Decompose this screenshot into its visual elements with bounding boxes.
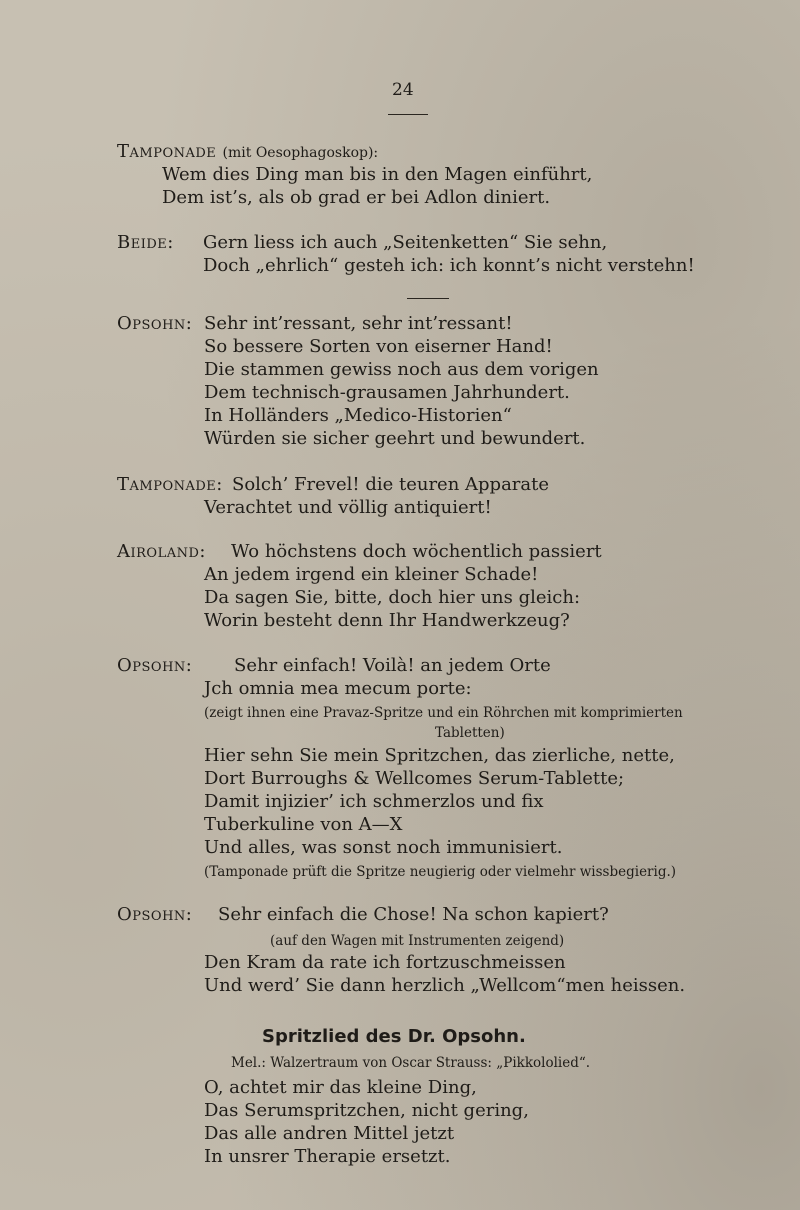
stage-direction: (auf den Wagen mit Instrumenten zeigend) xyxy=(270,933,565,949)
verse-line: Jch omnia mea mecum porte: xyxy=(204,678,472,699)
speaker-tamponade: Tamponade (mit Oesophagoskop): xyxy=(117,141,379,162)
verse-line: Sehr einfach die Chose! Na schon kapiert? xyxy=(218,904,609,925)
speaker-airoland: Airoland: xyxy=(117,541,206,562)
verse-line: Dem technisch-grausamen Jahrhundert. xyxy=(204,382,570,403)
stage-direction: Tabletten) xyxy=(435,725,505,741)
song-title: Spritzlied des Dr. Opsohn. xyxy=(262,1026,526,1047)
verse-line: Die stammen gewiss noch aus dem vorigen xyxy=(204,359,599,380)
verse-line: Doch „ehrlich“ gesteh ich: ich konnt’s nicht verstehn! xyxy=(203,255,695,276)
verse-line: Damit injizier’ ich schmerzlos und fix xyxy=(204,791,544,812)
verse-line: Sehr einfach! Voilà! an jedem Orte xyxy=(234,655,551,676)
verse-line: Das Serumspritzchen, nicht gering, xyxy=(204,1100,529,1121)
page-number-rule xyxy=(388,114,428,115)
verse-line: So bessere Sorten von eiserner Hand! xyxy=(204,336,553,357)
verse-line: In unsrer Therapie ersetzt. xyxy=(204,1146,451,1167)
speaker-opsohn: Opsohn: xyxy=(117,655,193,676)
verse-line: Und werd’ Sie dann herzlich „Wellcom“men heissen. xyxy=(204,975,686,996)
speaker-beide: Beide: xyxy=(117,232,174,253)
verse-line: Wo höchstens doch wöchentlich passiert xyxy=(231,541,602,562)
stage-direction: (zeigt ihnen eine Pravaz-Spritze und ein Röhrchen mit komprimierten xyxy=(204,705,683,721)
verse-line: Da sagen Sie, bitte, doch hier uns gleich: xyxy=(204,587,581,608)
page-number: 24 xyxy=(392,80,414,100)
verse-line: Sehr int’ressant, sehr int’ressant! xyxy=(204,313,513,334)
verse-line: Solch’ Frevel! die teuren Apparate xyxy=(232,474,550,495)
verse-line: Tuberkuline von A—X xyxy=(204,814,403,835)
verse-line: Wem dies Ding man bis in den Magen einführt, xyxy=(162,164,593,185)
verse-line: Gern liess ich auch „Seitenketten“ Sie sehn, xyxy=(203,232,608,253)
verse-line: Und alles, was sonst noch immunisiert. xyxy=(204,837,563,858)
verse-line: Dort Burroughs & Wellcomes Serum-Tablette; xyxy=(204,768,625,789)
separator-rule xyxy=(407,298,449,299)
stage-direction: (Tamponade prüft die Spritze neugierig oder vielmehr wissbegierig.) xyxy=(204,864,677,880)
song-melody: Mel.: Walzertraum von Oscar Strauss: „Pikkololied“. xyxy=(231,1055,591,1071)
verse-line: Hier sehn Sie mein Spritzchen, das zierliche, nette, xyxy=(204,745,675,766)
verse-line: Den Kram da rate ich fortzuschmeissen xyxy=(204,952,566,973)
speaker-opsohn: Opsohn: xyxy=(117,904,193,925)
verse-line: Worin besteht denn Ihr Handwerkzeug? xyxy=(204,610,570,631)
verse-line: Würden sie sicher geehrt und bewundert. xyxy=(204,428,586,449)
verse-line: An jedem irgend ein kleiner Schade! xyxy=(204,564,539,585)
verse-line: Verachtet und völlig antiquiert! xyxy=(204,497,492,518)
verse-line: O, achtet mir das kleine Ding, xyxy=(204,1077,477,1098)
speaker-opsohn: Opsohn: xyxy=(117,313,193,334)
verse-line: In Holländers „Medico-Historien“ xyxy=(204,405,512,426)
speaker-tamponade: Tamponade: xyxy=(117,474,223,495)
verse-line: Das alle andren Mittel jetzt xyxy=(204,1123,455,1144)
verse-line: Dem ist’s, als ob grad er bei Adlon diniert. xyxy=(162,187,551,208)
speaker-note: (mit Oesophagoskop): xyxy=(222,145,379,161)
